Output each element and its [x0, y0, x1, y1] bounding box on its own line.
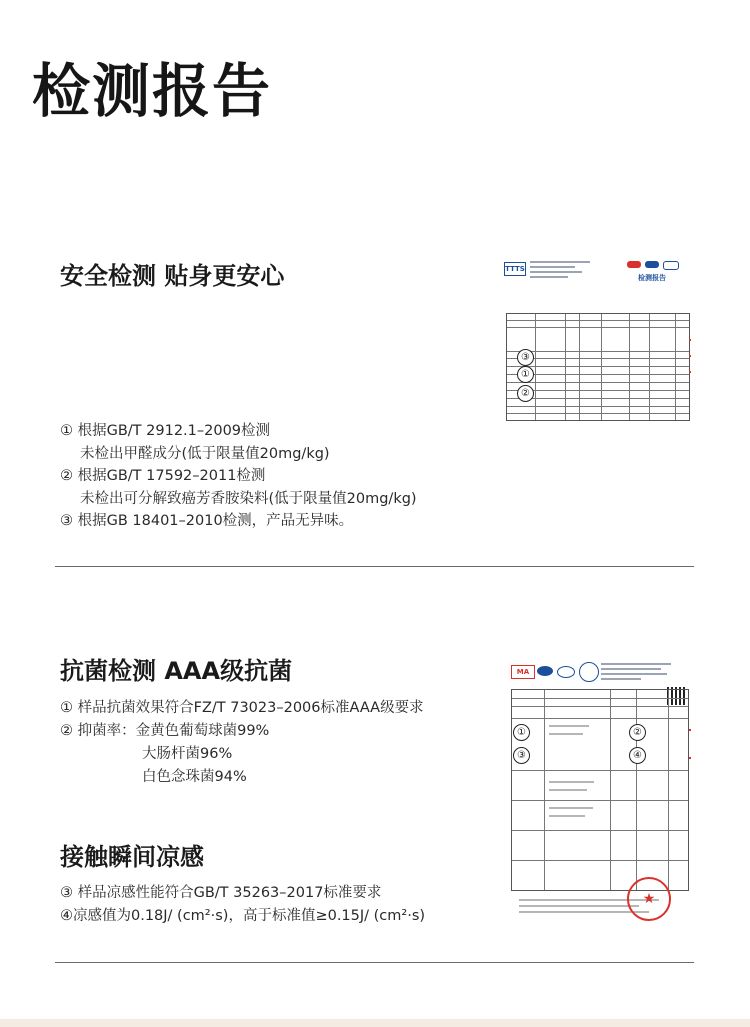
antibacterial-line-4: 白色念珠菌94%	[142, 769, 247, 785]
official-stamp-icon: ★	[627, 877, 671, 921]
safety-line-3: ② 根据GB/T 17592–2011检测	[60, 468, 266, 484]
antibacterial-test-report-image	[505, 657, 693, 922]
antibacterial-line-3: 大肠杆菌96%	[142, 746, 233, 762]
antibacterial-line-1: ① 样品抗菌效果符合FZ/T 73023–2006标准AAA级要求	[60, 700, 424, 716]
cooling-line-2: ④凉感值为0.18J/ (cm²·s)，高于标准值≥0.15J/ (cm²·s)	[60, 908, 426, 924]
report-table	[511, 689, 689, 891]
safety-line-5: ③ 根据GB 18401–2010检测，产品无异味。	[60, 513, 354, 529]
marker-3: ③	[517, 349, 534, 366]
divider	[55, 962, 694, 963]
marker-2: ②	[517, 385, 534, 402]
report-header-label: 检测报告	[638, 274, 666, 282]
antibacterial-section-title: 抗菌检测 AAA级抗菌	[60, 657, 293, 685]
safety-test-report-image	[500, 253, 692, 423]
safety-line-1: ① 根据GB/T 2912.1–2009检测	[60, 423, 271, 439]
safety-line-4: 未检出可分解致癌芳香胺染料(低于限量值20mg/kg)	[80, 491, 417, 507]
antibacterial-line-2: ② 抑菌率：金黄色葡萄球菌99%	[60, 723, 270, 739]
safety-line-2: 未检出甲醛成分(低于限量值20mg/kg)	[80, 446, 330, 462]
cooling-section-title: 接触瞬间凉感	[60, 843, 204, 871]
marker-3: ③	[513, 747, 530, 764]
divider	[55, 566, 694, 567]
cooling-line-1: ③ 样品凉感性能符合GB/T 35263–2017标准要求	[60, 885, 382, 901]
marker-4: ④	[629, 747, 646, 764]
page-title: 检测报告	[32, 57, 273, 125]
ttts-logo-icon: TTTS	[504, 262, 526, 276]
ma-logo-icon: MA	[511, 665, 535, 679]
report-table	[506, 313, 690, 421]
marker-2: ②	[629, 724, 646, 741]
marker-1: ①	[513, 724, 530, 741]
marker-1: ①	[517, 366, 534, 383]
safety-section-title: 安全检测 贴身更安心	[60, 262, 285, 290]
bottom-band	[0, 1019, 750, 1027]
